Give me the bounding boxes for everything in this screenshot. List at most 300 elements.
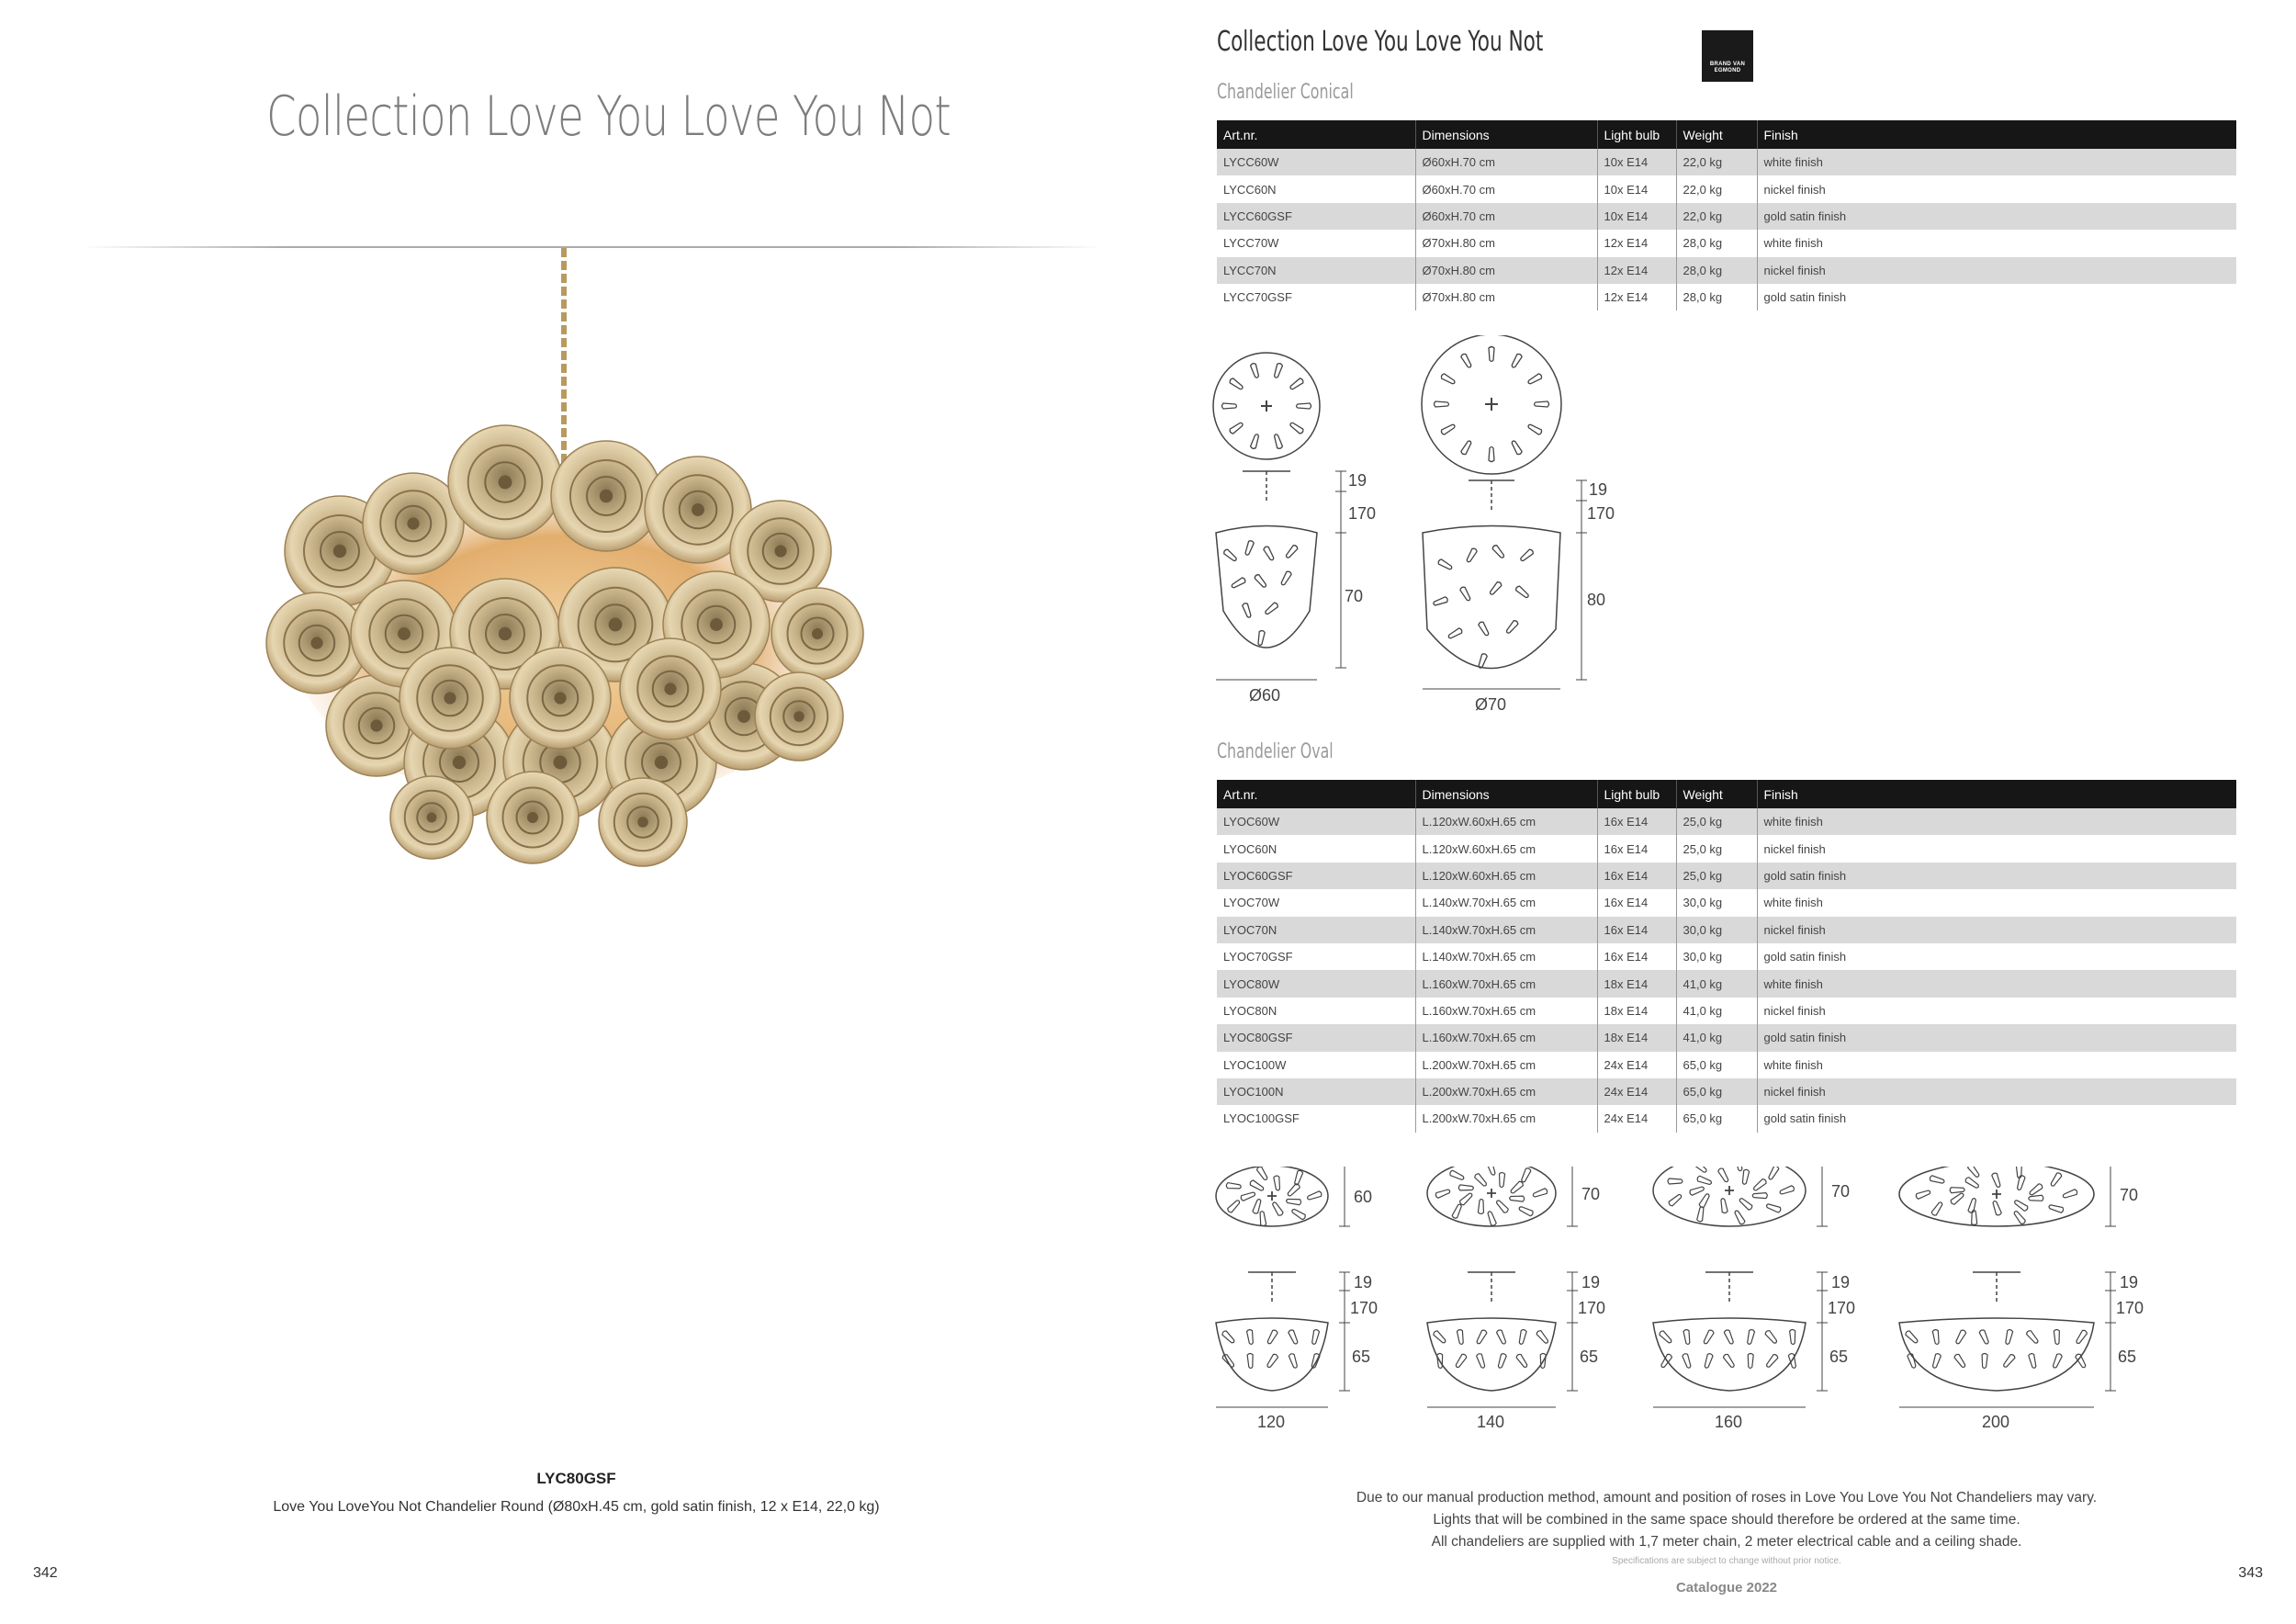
table-cell: Ø60xH.70 cm (1415, 203, 1597, 230)
table-cell: nickel finish (1757, 917, 2236, 943)
table-cell: 12x E14 (1597, 284, 1676, 310)
table-cell: 25,0 kg (1676, 835, 1757, 862)
bulb-icon (1229, 422, 1244, 434)
bulb-icon (1767, 1167, 1779, 1180)
bulb-icon (2013, 1199, 2029, 1212)
column-header: Dimensions (1415, 120, 1597, 149)
catalogue-label: Catalogue 2022 (1675, 1580, 1778, 1596)
table-cell: white finish (1757, 970, 2236, 997)
oval-diagram (1653, 1167, 1855, 1431)
rose (390, 776, 473, 859)
bulb-icon (1223, 548, 1238, 562)
bulb-icon (1244, 540, 1255, 556)
bulb-icon (1280, 570, 1292, 586)
bulb-icon (1930, 1175, 1945, 1184)
rose (620, 638, 721, 739)
table-cell: 41,0 kg (1676, 970, 1757, 997)
bulb-icon (1274, 1176, 1281, 1191)
table-cell: L.200xW.70xH.65 cm (1415, 1078, 1597, 1105)
bulb-icon (2002, 1354, 2016, 1369)
bulb-icon (2048, 1203, 2064, 1212)
bulb-icon (1221, 1354, 1235, 1369)
table-cell: nickel finish (1757, 1078, 2236, 1105)
bulb-icon (1271, 1201, 1284, 1217)
bulb-icon (2054, 1329, 2060, 1344)
bulb-icon (1257, 630, 1266, 646)
bulb-icon (1435, 401, 1449, 407)
bulb-icon (1703, 1329, 1715, 1345)
table-cell: 24x E14 (1597, 1105, 1676, 1132)
table-cell: 41,0 kg (1676, 998, 1757, 1024)
table-cell: LYOC100GSF (1217, 1105, 1415, 1132)
table-cell: 65,0 kg (1676, 1078, 1757, 1105)
table-row (1217, 917, 2236, 943)
dim-top: 19 (1354, 1273, 1373, 1291)
table-cell: 30,0 kg (1676, 917, 1757, 943)
bulb-icon (1311, 1329, 1319, 1345)
table-row (1217, 863, 2236, 889)
table-cell: 28,0 kg (1676, 284, 1757, 310)
bulb-icon (1511, 353, 1523, 368)
dim-width: 70 (1831, 1182, 1851, 1201)
bulb-icon (1510, 1180, 1525, 1194)
bulb-icon (1474, 1173, 1488, 1188)
bulb-icon (1250, 434, 1260, 449)
dim-diameter: Ø70 (1475, 695, 1507, 714)
table-cell: 10x E14 (1597, 149, 1676, 175)
table-cell: L.140xW.70xH.65 cm (1415, 889, 1597, 916)
table-cell: LYCC70N (1217, 257, 1415, 284)
oval-diagram (1216, 1167, 1378, 1431)
dim-length: 160 (1715, 1413, 1743, 1431)
bulb-icon (1515, 585, 1530, 599)
bulb-icon (1231, 577, 1246, 589)
brand-logo-line: EGMOND (1714, 68, 1741, 73)
bulb-icon (1460, 353, 1472, 368)
table-cell: white finish (1757, 808, 2236, 835)
table-cell: 30,0 kg (1676, 889, 1757, 916)
table-cell: 24x E14 (1597, 1078, 1676, 1105)
bulb-icon (1263, 546, 1275, 561)
bulb-icon (1515, 1353, 1528, 1369)
table-cell: 28,0 kg (1676, 230, 1757, 256)
rose (510, 648, 611, 749)
bulb-icon (1264, 602, 1278, 615)
table-cell: gold satin finish (1763, 290, 1847, 305)
bulb-icon (1433, 1330, 1447, 1345)
bulb-icon (1915, 1190, 1930, 1200)
table-cell: 16x E14 (1597, 943, 1676, 970)
bulb-icon (1221, 1330, 1236, 1345)
rose (400, 648, 501, 749)
bulb-icon (2029, 1195, 2043, 1201)
bulb-icon (1992, 1201, 2002, 1216)
bulb-icon (1932, 1329, 1940, 1345)
table-cell: 18x E14 (1597, 998, 1676, 1024)
bulb-icon (1289, 1353, 1299, 1369)
table-row (1217, 257, 2236, 284)
bulb-icon (1460, 440, 1472, 456)
table-cell: gold satin finish (1763, 950, 1847, 964)
bulb-icon (1259, 1211, 1266, 1226)
table-cell: L.160xW.70xH.65 cm (1415, 998, 1597, 1024)
table-cell: white finish (1763, 236, 1823, 251)
table-cell: 65,0 kg (1676, 1105, 1757, 1132)
table-row (1217, 175, 2236, 202)
table-cell: 65,0 kg (1676, 1052, 1757, 1078)
bulb-icon (1511, 440, 1523, 456)
bulb-icon (2029, 1183, 2043, 1197)
bulb-icon (1527, 423, 1543, 435)
bulb-icon (1491, 545, 1505, 559)
table-cell: L.140xW.70xH.65 cm (1415, 943, 1597, 970)
conical-diagrams (1210, 335, 1688, 721)
table-cell: 22,0 kg (1676, 175, 1757, 202)
bulb-icon (1246, 1329, 1254, 1345)
bulb-icon (1226, 1182, 1242, 1190)
fine-print: Specifications are subject to change without prior notice. (1612, 1556, 1841, 1566)
bulb-icon (1931, 1353, 1941, 1369)
table-cell: LYCC60GSF (1217, 203, 1415, 230)
bulb-icon (1452, 1203, 1463, 1219)
dim-height: 65 (1829, 1348, 1849, 1366)
oval-diagram (1427, 1167, 1605, 1431)
table-cell: 25,0 kg (1676, 863, 1757, 889)
bulb-icon (1266, 1329, 1278, 1345)
table-cell: 16x E14 (1597, 863, 1676, 889)
bulb-icon (1459, 586, 1471, 602)
table-row (1217, 203, 2236, 230)
bulb-icon (1497, 1353, 1507, 1369)
table-cell: LYCC60N (1217, 175, 1415, 202)
bulb-icon (1953, 1353, 1966, 1369)
bulb-icon (2075, 1329, 2088, 1345)
bulb-icon (1457, 1329, 1464, 1345)
table-cell: 10x E14 (1597, 175, 1676, 202)
bulb-icon (1950, 1192, 1964, 1206)
bulb-icon (1704, 1353, 1714, 1369)
column-header: Light bulb (1597, 780, 1676, 808)
bulb-icon (1489, 347, 1494, 362)
bulb-icon (1499, 1172, 1505, 1187)
bulb-icon (1489, 581, 1503, 596)
bulb-icon (1536, 1330, 1549, 1345)
bulb-icon (1250, 363, 1260, 378)
bulb-icon (1476, 1329, 1488, 1345)
bulb-icon (1478, 1199, 1484, 1213)
bulb-icon (1735, 1167, 1743, 1171)
table-cell: L.140xW.70xH.65 cm (1415, 917, 1597, 943)
rose (551, 441, 661, 551)
column-header: Finish (1757, 120, 2236, 149)
bulb-icon (1437, 558, 1453, 570)
bulb-icon (1285, 545, 1299, 559)
bulb-icon (1752, 1179, 1767, 1192)
bulb-icon (1466, 547, 1478, 563)
bulb-icon (1724, 1329, 1735, 1345)
table-row (1217, 1078, 2236, 1105)
table-cell: 24x E14 (1597, 1052, 1676, 1078)
bulb-icon (1266, 1353, 1278, 1369)
bulb-icon (1449, 1170, 1465, 1181)
table-cell: L.200xW.70xH.65 cm (1415, 1052, 1597, 1078)
footnote-3: All chandeliers are supplied with 1,7 meter chain, 2 meter electrical cable and a ceiling shade. (1431, 1534, 2022, 1550)
table-cell: LYOC70W (1217, 889, 1415, 916)
bulb-icon (1532, 1188, 1548, 1198)
table-cell: L.120xW.60xH.65 cm (1415, 835, 1597, 862)
bulb-icon (1291, 1208, 1307, 1220)
bulb-icon (1433, 596, 1448, 606)
table-cell: Ø70xH.80 cm (1415, 257, 1597, 284)
table-cell: 16x E14 (1597, 808, 1676, 835)
bulb-icon (1435, 1189, 1450, 1199)
oval-subtitle: Chandelier Oval (1217, 740, 1334, 763)
conical-spec-table (1217, 120, 2236, 310)
table-cell: Ø70xH.80 cm (1415, 230, 1597, 256)
bulb-icon (1229, 378, 1244, 390)
bulb-icon (1689, 1186, 1705, 1196)
bulb-icon (2005, 1329, 2013, 1345)
table-row (1217, 1105, 2236, 1132)
table-row (1217, 889, 2236, 916)
column-header: Dimensions (1415, 780, 1597, 808)
oval-diagrams (1210, 1167, 2221, 1442)
bulb-icon (1720, 1198, 1728, 1213)
table-cell: L.160xW.70xH.65 cm (1415, 970, 1597, 997)
bulb-icon (1723, 1353, 1736, 1369)
dim-height: 70 (1345, 587, 1364, 605)
footnote-1: Due to our manual production method, amount and position of roses in Love You Love You Not Chandeliers may vary. (1356, 1490, 2098, 1506)
bulb-icon (1293, 1170, 1303, 1186)
table-row (1217, 943, 2236, 970)
bulb-icon (1717, 1167, 1729, 1183)
dim-height: 65 (1580, 1348, 1599, 1366)
table-cell: Ø60xH.70 cm (1415, 149, 1597, 175)
bulb-icon (1440, 373, 1456, 385)
rose (487, 772, 579, 863)
bulb-icon (1256, 1167, 1269, 1181)
dim-width: 70 (1581, 1185, 1601, 1203)
bulb-icon (1739, 1197, 1753, 1211)
bulb-icon (2050, 1172, 2063, 1188)
bulb-icon (1227, 1199, 1241, 1213)
bulb-icon (1950, 1187, 1964, 1193)
table-row (1217, 998, 2236, 1024)
table-cell: nickel finish (1763, 841, 1826, 856)
column-header: Art.nr. (1217, 780, 1415, 808)
table-cell: white finish (1763, 896, 1823, 910)
dim-top: 19 (2120, 1273, 2139, 1291)
bulb-icon (1240, 1191, 1255, 1201)
table-cell: 16x E14 (1597, 835, 1676, 862)
bulb-icon (1733, 1210, 1745, 1225)
table-cell: 30,0 kg (1676, 943, 1757, 970)
bulb-icon (2062, 1189, 2077, 1199)
dim-width: 60 (1354, 1188, 1373, 1206)
bulb-icon (1991, 1172, 2001, 1188)
dim-chain: 170 (1578, 1299, 1606, 1317)
bulb-icon (1510, 1195, 1525, 1201)
dim-top: 19 (1831, 1273, 1851, 1291)
page-number-right: 343 (2238, 1565, 2263, 1581)
bulb-icon (1254, 574, 1267, 589)
column-header: Weight (1676, 780, 1757, 808)
footnote-2: Lights that will be combined in the same space should therefore be ordered at the same time. (1433, 1512, 2020, 1528)
table-cell: L.120xW.60xH.65 cm (1415, 863, 1597, 889)
column-header: Finish (1757, 780, 2236, 808)
table-cell: 16x E14 (1597, 889, 1676, 916)
table-cell: L.200xW.70xH.65 cm (1415, 1105, 1597, 1132)
bulb-icon (1297, 403, 1311, 409)
bulb-icon (2013, 1210, 2027, 1224)
conical-subtitle: Chandelier Conical (1217, 81, 1354, 104)
dim-height: 80 (1587, 591, 1606, 609)
bulb-icon (1476, 1353, 1486, 1369)
table-cell: 18x E14 (1597, 1024, 1676, 1051)
bulb-icon (1307, 1190, 1322, 1201)
bulb-icon (1459, 1192, 1474, 1206)
table-cell: 22,0 kg (1676, 203, 1757, 230)
bulb-icon (1696, 1206, 1705, 1222)
bulb-icon (1311, 1353, 1321, 1369)
dim-top: 19 (1348, 471, 1367, 490)
collection-title-right: Collection Love You Love You Not (1217, 26, 1544, 58)
bulb-icon (1964, 1177, 1980, 1190)
bulb-icon (1696, 1176, 1712, 1186)
table-cell: 22,0 kg (1676, 149, 1757, 175)
bulb-icon (1982, 1353, 1988, 1368)
bulb-icon (1440, 423, 1456, 435)
dim-chain: 170 (1348, 504, 1377, 523)
dim-height: 65 (2118, 1348, 2137, 1366)
bulb-icon (1766, 1202, 1782, 1212)
bulb-icon (1741, 1169, 1750, 1185)
table-row (1217, 1024, 2236, 1051)
bulb-icon (1289, 378, 1304, 390)
bulb-icon (1242, 603, 1252, 618)
bulb-icon (1273, 434, 1283, 449)
bulb-icon (1478, 621, 1490, 637)
table-cell: Ø60xH.70 cm (1415, 175, 1597, 202)
table-row (1217, 808, 2236, 835)
bulb-icon (1478, 653, 1488, 669)
bulb-icon (1683, 1329, 1691, 1345)
bulb-icon (1496, 1329, 1507, 1345)
conical-diagram-70 (1422, 335, 1615, 714)
bulb-icon (1505, 620, 1519, 635)
bulb-icon (1746, 1329, 1754, 1345)
table-cell: LYOC80W (1217, 970, 1415, 997)
bulb-icon (1779, 1185, 1795, 1195)
bulb-icon (1489, 447, 1494, 462)
dim-width: 70 (2120, 1186, 2139, 1204)
bulb-icon (1693, 1167, 1707, 1174)
brand-logo-line: BRAND VAN (1709, 62, 1746, 67)
table-cell: 16x E14 (1597, 917, 1676, 943)
table-cell: LYOC100N (1217, 1078, 1415, 1105)
bulb-icon (1222, 403, 1237, 409)
bulb-icon (2052, 1353, 2063, 1369)
bulb-icon (2028, 1353, 2037, 1369)
bulb-icon (1748, 1353, 1754, 1368)
bulb-icon (1519, 548, 1534, 562)
bulb-icon (1527, 373, 1543, 385)
bulb-icon (1979, 1329, 1990, 1345)
dim-length: 200 (1982, 1413, 2010, 1431)
table-cell: LYOC60GSF (1217, 863, 1415, 889)
rose (755, 672, 843, 761)
table-row (1217, 284, 2236, 310)
bulb-icon (1518, 1329, 1526, 1345)
bulb-icon (1954, 1329, 1966, 1345)
bulb-icon (1790, 1329, 1796, 1344)
bulb-icon (1698, 1193, 1710, 1209)
bulb-icon (1967, 1167, 1981, 1179)
bulb-icon (1273, 363, 1283, 378)
column-header: Weight (1676, 120, 1757, 149)
table-cell: white finish (1757, 149, 2236, 175)
bulb-icon (1905, 1330, 1919, 1345)
bulb-icon (1520, 1167, 1531, 1183)
table-cell: 12x E14 (1597, 230, 1676, 256)
column-header: Light bulb (1597, 120, 1676, 149)
dim-chain: 170 (1587, 504, 1615, 523)
dim-height: 65 (1352, 1348, 1371, 1366)
bulb-icon (1518, 1205, 1534, 1216)
column-header: Art.nr. (1217, 120, 1415, 149)
table-row (1217, 835, 2236, 862)
bulb-icon (1286, 1198, 1301, 1205)
bulb-icon (1668, 1193, 1683, 1207)
bulb-icon (1447, 627, 1463, 639)
dim-chain: 170 (1350, 1299, 1379, 1317)
table-cell: nickel finish (1757, 257, 2236, 284)
bulb-icon (1659, 1330, 1673, 1345)
dim-length: 120 (1257, 1413, 1286, 1431)
bulb-icon (1535, 401, 1549, 407)
table-row (1217, 149, 2236, 175)
dim-top: 19 (1581, 1273, 1601, 1291)
table-cell: 28,0 kg (1676, 257, 1757, 284)
table-cell: LYCC60W (1217, 149, 1415, 175)
bulb-icon (1752, 1193, 1767, 1199)
oval-diagram (1899, 1167, 2144, 1431)
rose (448, 425, 562, 539)
table-cell: LYCC70W (1217, 230, 1415, 256)
bulb-icon (1930, 1201, 1943, 1217)
conical-diagram-60 (1213, 353, 1376, 705)
table-cell: LYOC80GSF (1217, 1024, 1415, 1051)
table-cell: LYCC70GSF (1217, 284, 1415, 310)
product-code: LYC80GSF (536, 1470, 616, 1487)
table-row (1217, 970, 2236, 997)
dim-diameter: Ø60 (1249, 686, 1281, 705)
bulb-icon (1458, 1185, 1473, 1191)
bulb-icon (1764, 1330, 1778, 1345)
rose (771, 588, 863, 680)
bulb-icon (1486, 1167, 1496, 1176)
bulb-icon (1289, 422, 1304, 434)
bulb-icon (1765, 1354, 1779, 1369)
table-cell: 41,0 kg (1676, 1024, 1757, 1051)
table-cell: LYOC80N (1217, 998, 1415, 1024)
table-cell: 25,0 kg (1676, 808, 1757, 835)
collection-title: Collection Love You Love You Not (266, 85, 951, 149)
bulb-icon (1682, 1353, 1692, 1369)
table-cell: gold satin finish (1757, 1024, 2236, 1051)
table-cell: Ø70xH.80 cm (1415, 284, 1597, 310)
table-row (1217, 1052, 2236, 1078)
